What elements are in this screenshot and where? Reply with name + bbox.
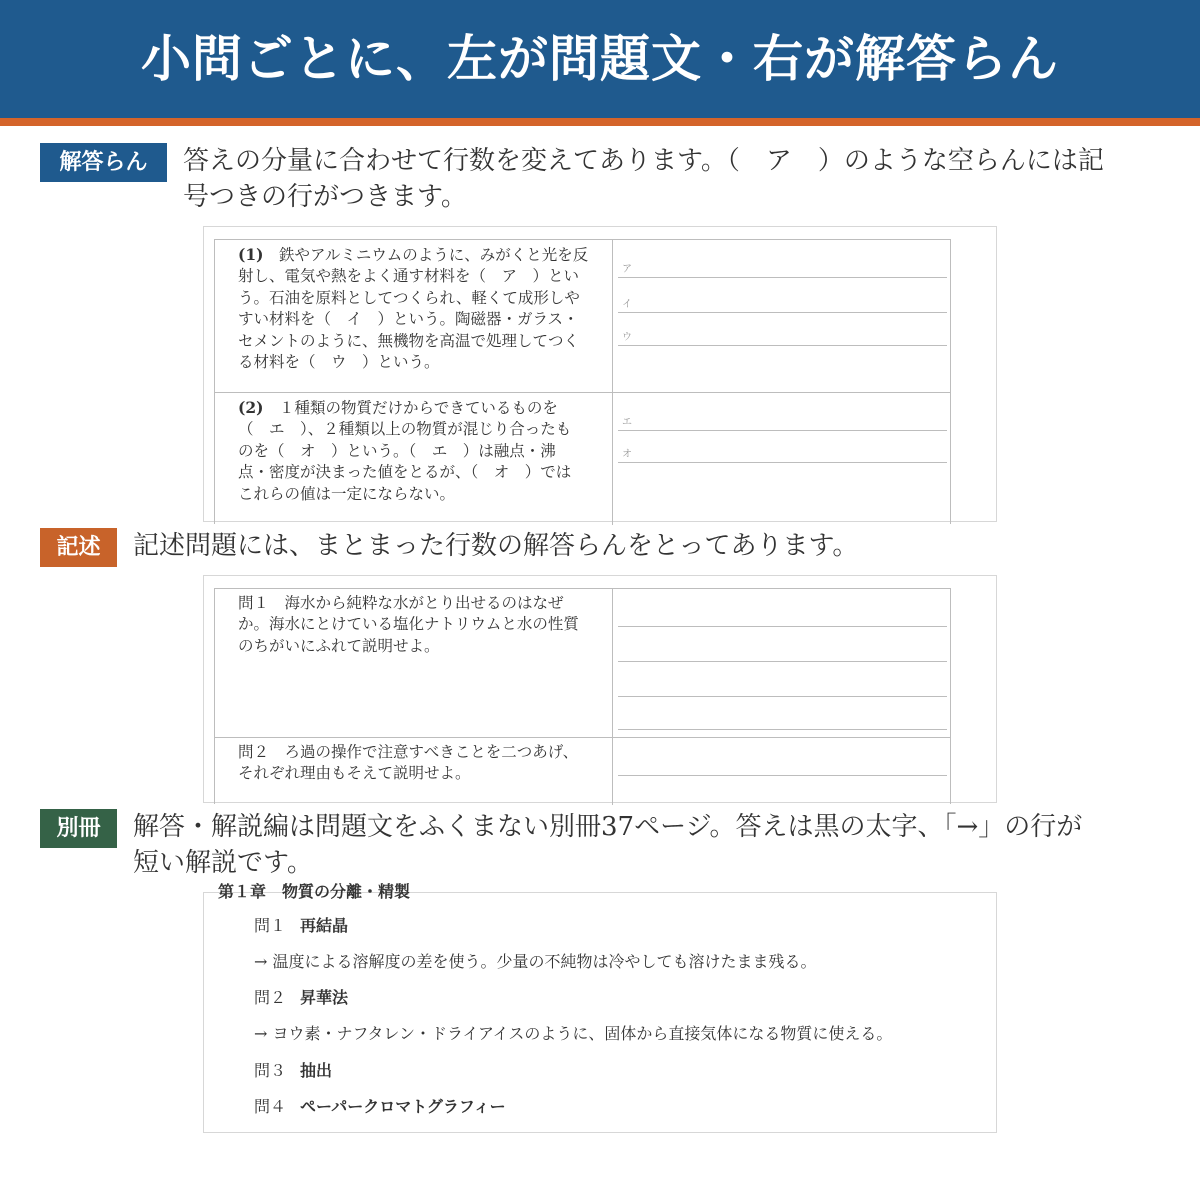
question-row-2 bbox=[215, 393, 950, 525]
answer-line-e[interactable]: エ bbox=[618, 397, 947, 431]
section2-description bbox=[133, 528, 1173, 564]
section1-desc-line1: 答えの分量に合わせて行数を変えてあります。（ ア ）のような空らんには記 bbox=[183, 146, 1104, 176]
section2-desc-line1: 記述問題には、まとまった行数の解答らんをとってあります。 bbox=[133, 531, 859, 561]
section1-description bbox=[183, 143, 1173, 215]
answer-booklet-sample bbox=[203, 882, 997, 1133]
section3-desc-line2: 短い解説です。 bbox=[133, 848, 313, 878]
descriptive-answer-line-1[interactable] bbox=[618, 593, 947, 627]
descriptive-row-2 bbox=[215, 738, 950, 805]
page-header bbox=[0, 0, 1200, 118]
descriptive-question-1-text: 問１ 海水から純粋な水がとり出せるのはなぜ か。海水にとけている塩化ナトリウムと水の性質 のちがいにふれて説明せよ。 bbox=[215, 589, 613, 737]
tag-descriptive: 記述 bbox=[40, 528, 117, 567]
descriptive-table bbox=[214, 588, 951, 804]
answer-space-sample bbox=[203, 226, 997, 522]
question-2-number: (2) bbox=[238, 398, 264, 417]
section3-description bbox=[133, 809, 1173, 881]
section1-desc-line2: 号つきの行がつきます。 bbox=[183, 182, 467, 212]
answer-line-a[interactable]: ア bbox=[618, 244, 947, 278]
cut-off-heading: 第１章 物質の分離・精製 bbox=[218, 882, 411, 901]
question-1-text: (1) 鉄やアルミニウムのように、みがくと光を反 射し、電気や熱をよく通す材料を（ ア ）とい う。石油を原料としてつくられ、軽くて成形しや すい材料を（ イ ）という。陶磁器・ガラス・ セメントのように、無機物を高温で処理してつく る材料を（ ウ ）という。 bbox=[215, 240, 613, 392]
tag-separate-volume: 別冊 bbox=[40, 809, 117, 848]
answer-item-2: 問２ 昇華法 bbox=[254, 988, 349, 1007]
question-2-text: (2) １種類の物質だけからできているものを （ エ ）、２種類以上の物質が混じり合ったも のを（ オ ）という。（ エ ）は融点・沸 点・密度が決まった値をとるが、（ オ ）では これらの値は一定にならない。 bbox=[215, 393, 613, 525]
descriptive-answer-line-4[interactable] bbox=[618, 697, 947, 730]
answer-line-u[interactable]: ウ bbox=[618, 313, 947, 346]
answer-line-i[interactable]: イ bbox=[618, 278, 947, 313]
descriptive-answer-line-3[interactable] bbox=[618, 662, 947, 697]
answer-item-1: 問１ 再結晶 bbox=[254, 916, 349, 935]
answer-line-o[interactable]: オ bbox=[618, 431, 947, 463]
question-table bbox=[214, 239, 951, 524]
answer-item-3: 問３ 抽出 bbox=[254, 1061, 333, 1080]
descriptive-sample bbox=[203, 575, 997, 803]
descriptive-question-2-text: 問２ ろ過の操作で注意すべきことを二つあげ、 それぞれ理由もそえて説明せよ。 bbox=[215, 738, 613, 805]
question-row-1 bbox=[215, 240, 950, 393]
explanation-1: → 温度による溶解度の差を使う。少量の不純物は冷やしても溶けたまま残る。 bbox=[254, 952, 817, 971]
answer-item-4: 問４ ペーパークロマトグラフィー bbox=[254, 1097, 506, 1116]
question-1-number: (1) bbox=[238, 245, 264, 264]
header-stripe bbox=[0, 118, 1200, 126]
descriptive-answer-line-5[interactable] bbox=[618, 742, 947, 776]
section3-desc-line1: 解答・解説編は問題文をふくまない別冊37ページ。答えは黒の太字、「→」の行が bbox=[133, 812, 1083, 842]
tag-answer-space: 解答らん bbox=[40, 143, 167, 182]
descriptive-answer-line-2[interactable] bbox=[618, 627, 947, 662]
page-title: 小問ごとに、左が問題文・右が解答らん bbox=[141, 30, 1059, 88]
explanation-2: → ヨウ素・ナフタレン・ドライアイスのように、固体から直接気体になる物質に使える。 bbox=[254, 1024, 893, 1043]
descriptive-row-1 bbox=[215, 589, 950, 738]
